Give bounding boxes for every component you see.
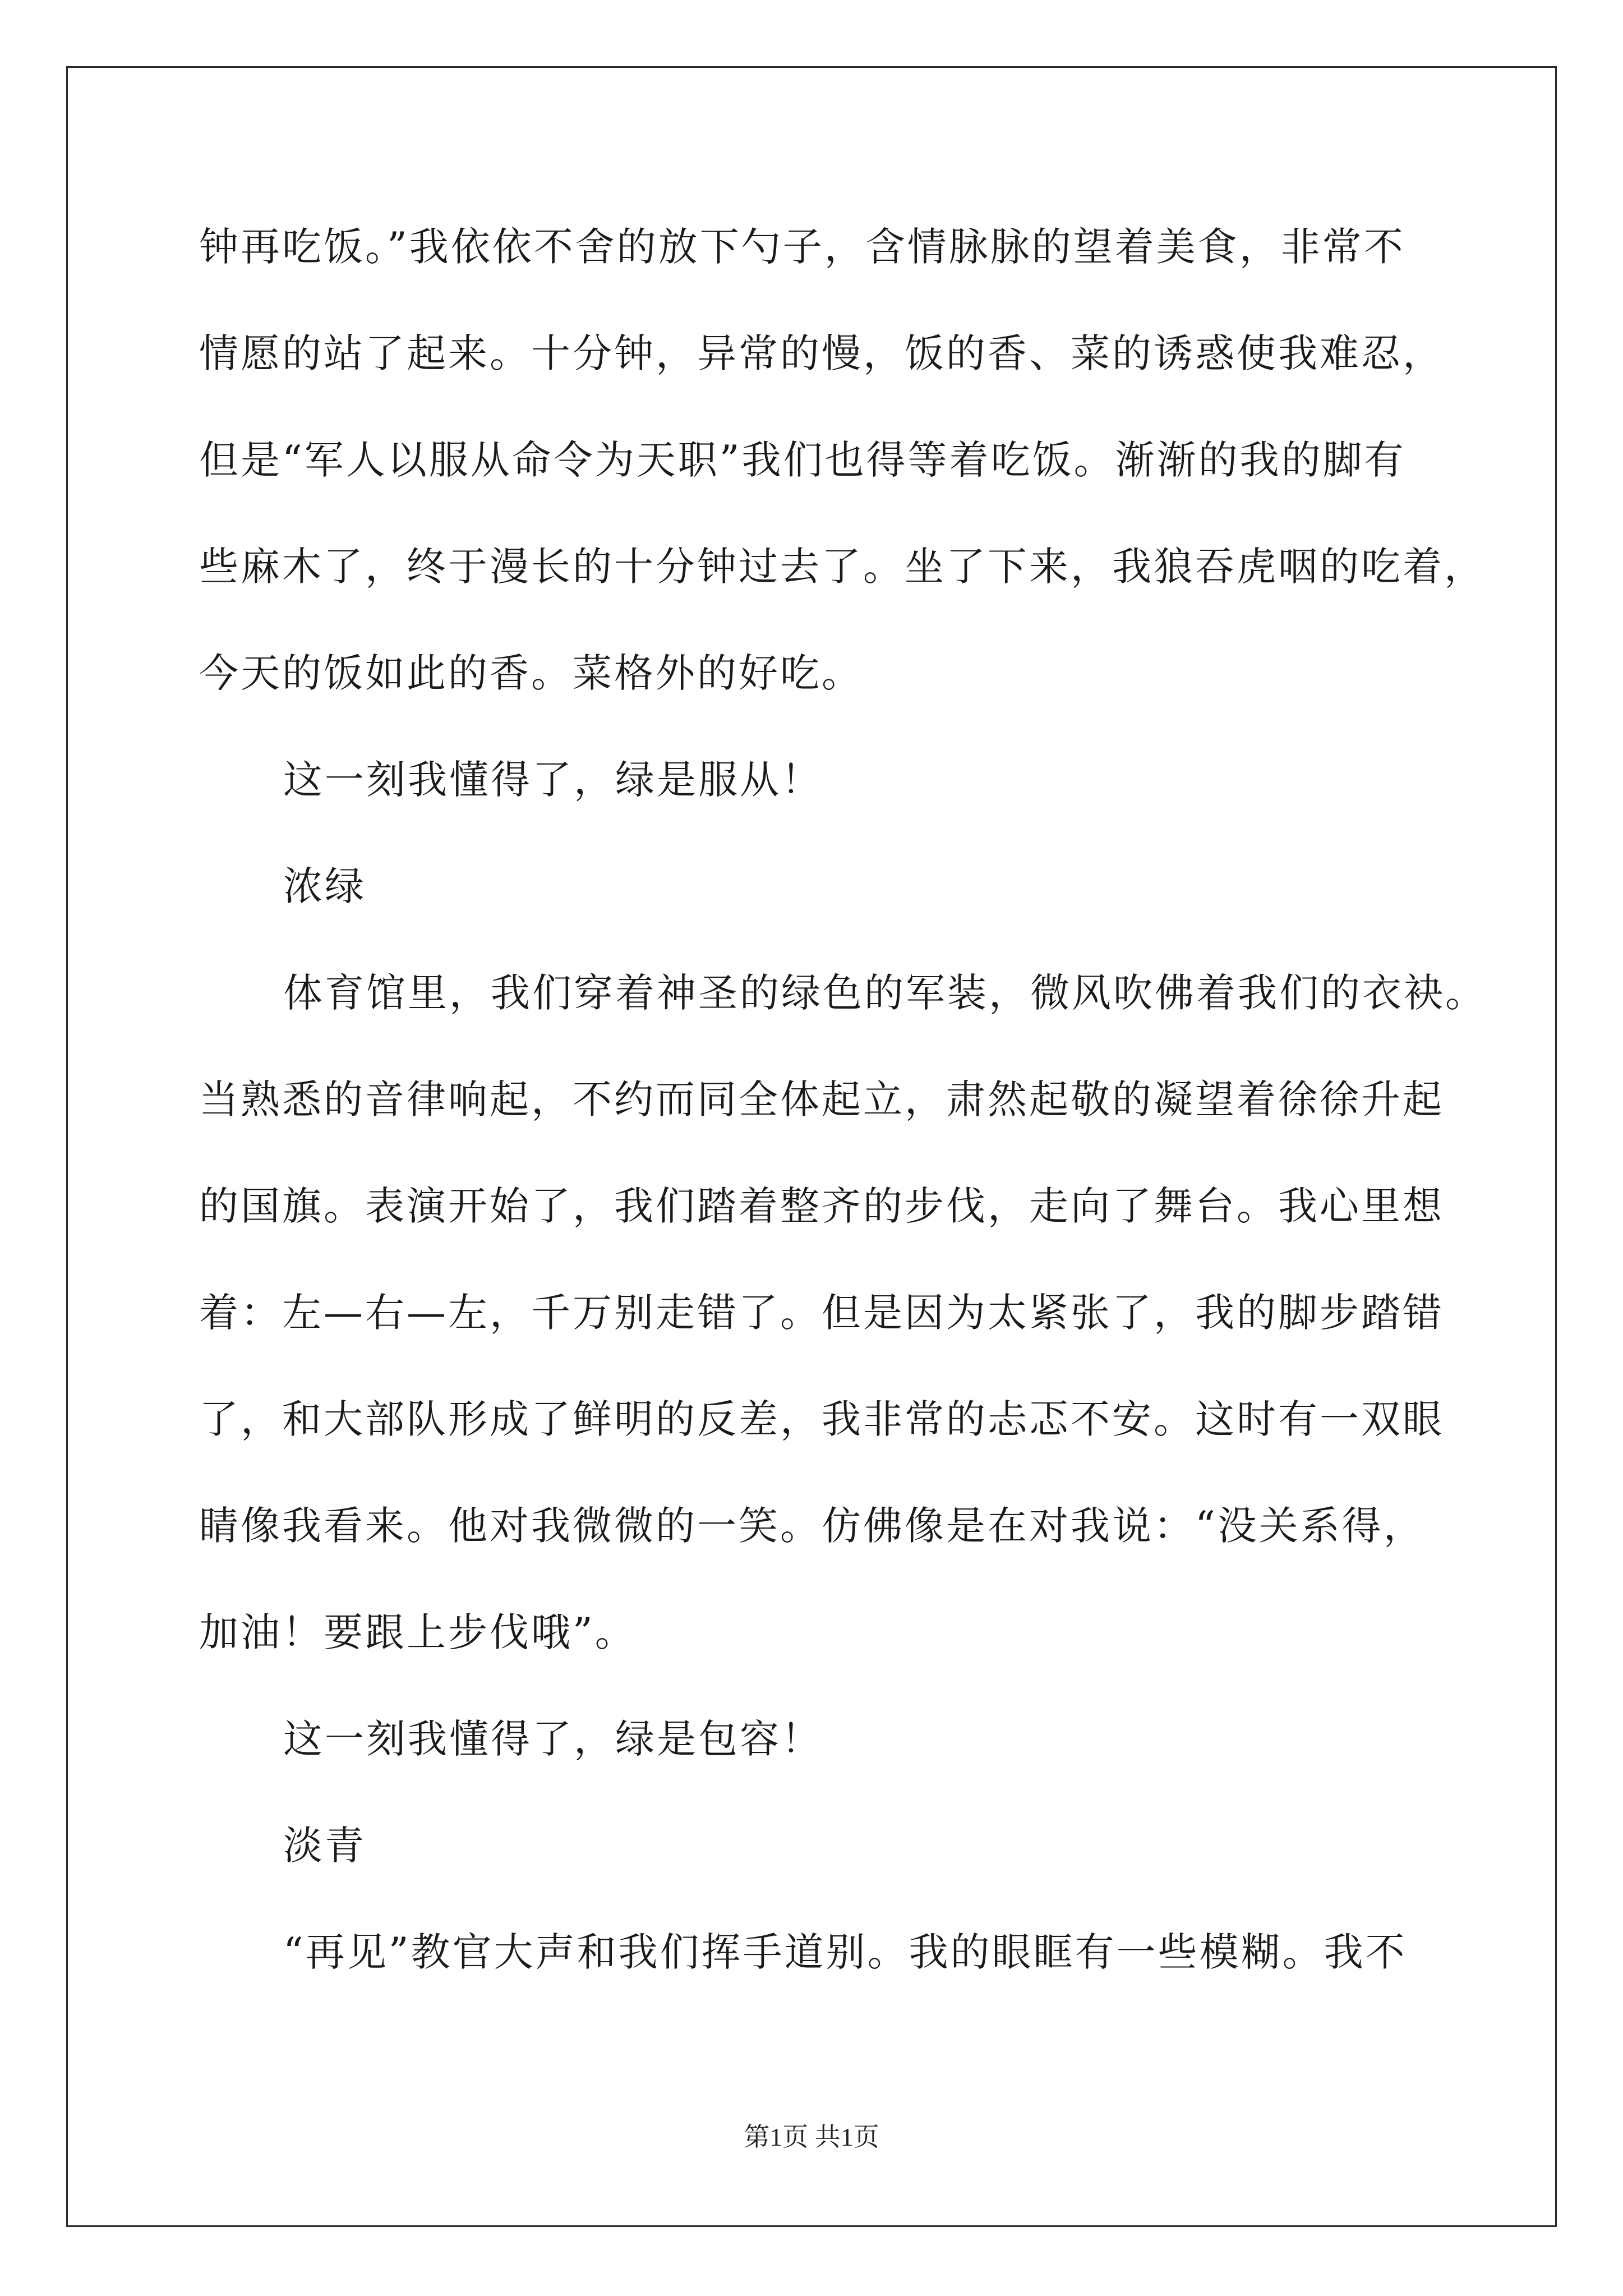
paragraph-line: “再见”教官大声和我们挥手道别。我的眼眶有一些模糊。我不 xyxy=(283,1929,1407,1975)
text-line: 今天的饭如此的香。菜格外的好吃。 xyxy=(199,650,863,696)
text-line: 睛像我看来。他对我微微的一笑。仿佛像是在对我说：“没关系得， xyxy=(199,1503,1425,1549)
text-line: 钟再吃饭。”我依依不舍的放下勺子，含情脉脉的望着美食，非常不 xyxy=(199,224,1405,270)
section-heading: 淡青 xyxy=(283,1823,366,1869)
text-line: 但是“军人以服从命令为天职”我们也得等着吃饭。渐渐的我的脚有 xyxy=(199,437,1406,483)
text-line: 当熟悉的音律响起，不约而同全体起立，肃然起敬的凝望着徐徐升起 xyxy=(199,1076,1444,1122)
text-line: 着：左—右—左，千万别走错了。但是因为太紧张了，我的脚步踏错 xyxy=(199,1290,1444,1336)
paragraph-line: 这一刻我懂得了，绿是包容！ xyxy=(283,1716,823,1762)
document-body xyxy=(199,216,1487,2028)
section-heading: 浓绿 xyxy=(283,863,366,909)
text-line: 些麻木了，终于漫长的十分钟过去了。坐了下来，我狼吞虎咽的吃着， xyxy=(199,544,1486,590)
text-line: 加油！要跟上步伐哦”。 xyxy=(199,1609,637,1655)
text-line: 情愿的站了起来。十分钟，异常的慢，饭的香、菜的诱惑使我难忍， xyxy=(199,330,1444,376)
text-line: 的国旗。表演开始了，我们踏着整齐的步伐，走向了舞台。我心里想 xyxy=(199,1183,1444,1229)
text-line: 了，和大部队形成了鲜明的反差，我非常的忐忑不安。这时有一双眼 xyxy=(199,1396,1444,1442)
paragraph-line: 体育馆里，我们穿着神圣的绿色的军装，微风吹佛着我们的衣袂。 xyxy=(283,970,1487,1016)
page-number-footer: 第1页 共1页 xyxy=(744,2123,879,2151)
paragraph-line: 这一刻我懂得了，绿是服从！ xyxy=(283,757,823,803)
